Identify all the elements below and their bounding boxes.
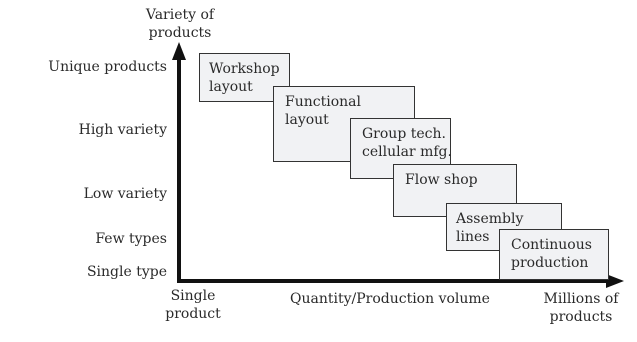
box-group-tech-line1: Group tech. xyxy=(362,126,446,142)
box-assembly-line1: Assembly xyxy=(456,211,524,227)
box-assembly-line2: lines xyxy=(456,229,490,245)
y-axis-title-line1: Variety of xyxy=(145,7,215,23)
box-functional-line1: Functional xyxy=(285,94,361,110)
y-level-single-type: Single type xyxy=(86,264,167,280)
y-axis-arrowhead xyxy=(172,42,186,60)
x-axis-end-line1: Millions of xyxy=(543,291,619,307)
y-level-few-types: Few types xyxy=(95,231,167,247)
box-flow-shop-line1: Flow shop xyxy=(405,172,478,188)
box-continuous-line2: production xyxy=(511,255,589,271)
x-axis-start-line1: Single xyxy=(170,288,216,304)
box-continuous-production xyxy=(499,229,609,280)
box-workshop-line2: layout xyxy=(209,79,253,95)
y-level-unique-products: Unique products xyxy=(48,59,167,75)
x-axis-end-label xyxy=(535,290,627,326)
x-axis-start-label xyxy=(160,287,226,323)
y-level-low-variety: Low variety xyxy=(83,186,167,202)
box-continuous-line1: Continuous xyxy=(511,237,592,253)
x-axis-end-line2: products xyxy=(549,309,613,325)
x-axis-start-line2: product xyxy=(165,306,221,322)
box-group-tech-line2: cellular mfg. xyxy=(362,144,452,160)
y-level-high-variety: High variety xyxy=(78,122,167,138)
box-workshop-line1: Workshop xyxy=(209,61,280,77)
y-axis-title-line2: products xyxy=(148,25,212,41)
y-axis-title xyxy=(130,6,230,42)
x-axis-title: Quantity/Production volume xyxy=(290,291,490,307)
box-functional-line2: layout xyxy=(285,112,329,128)
